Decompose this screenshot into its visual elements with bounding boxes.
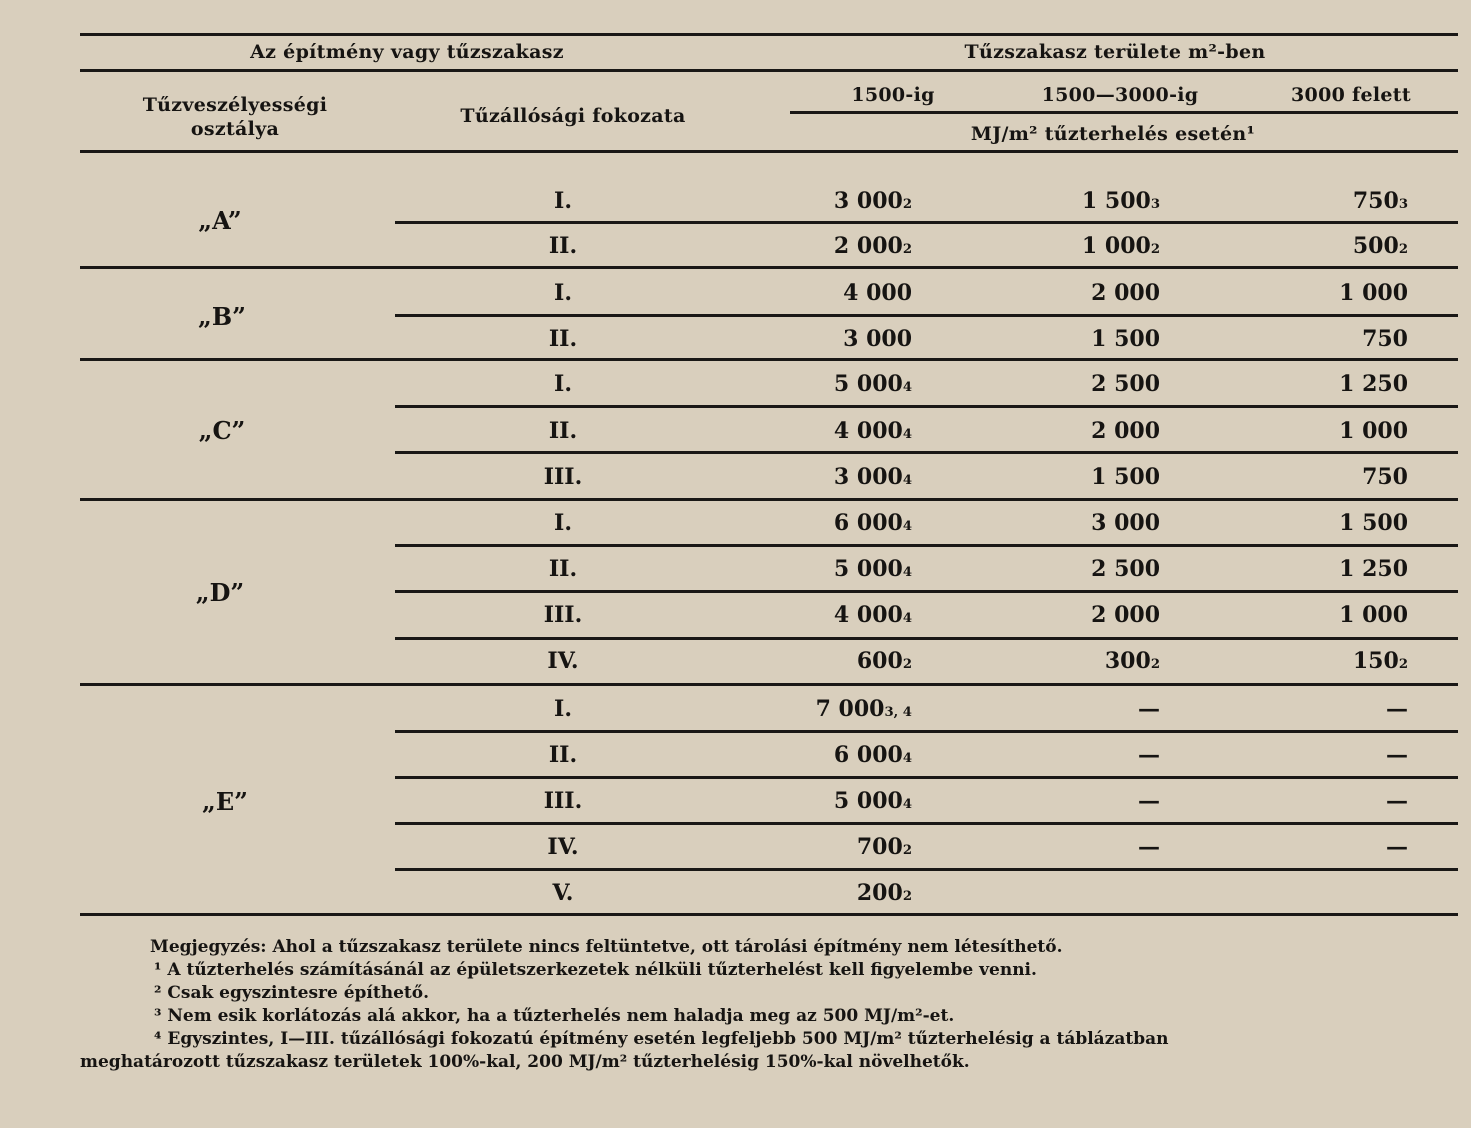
note-main: Megjegyzés: Ahol a tűzszakasz területe nincs feltüntetve, ott tárolási építmény nem létesíthető. [150, 937, 1063, 957]
value-cell-3000: $750^3$ [1352, 188, 1408, 214]
value-cell-1500-3000: — [1138, 742, 1160, 768]
row-rule [395, 776, 1458, 779]
value-cell-1500-3000: — [1138, 696, 1160, 722]
row-rule [80, 498, 1458, 501]
row-rule [395, 590, 1458, 593]
header-col-class-line1: Tűzveszélyességi [142, 94, 328, 116]
value-cell-3000: 1 000 [1339, 280, 1408, 306]
value-cell-3000: — [1386, 788, 1408, 814]
header-unit-row: MJ/m² tűzterhelés esetén¹ [970, 123, 1256, 145]
header-col-grade: Tűzállósági fokozata [460, 105, 686, 127]
value-cell-3000: 1 500 [1339, 510, 1408, 536]
value-cell-1500-3000: 2 500 [1091, 371, 1160, 397]
row-rule [395, 314, 1458, 317]
value-cell-1500: 5 $000^4$ [833, 371, 912, 397]
class-label-c: „C” [198, 416, 246, 445]
grade-cell: II. [548, 556, 578, 582]
value-cell-1500: 6 $000^4$ [833, 510, 912, 536]
value-cell-1500: $700^2$ [856, 834, 912, 860]
value-cell-3000: 1 000 [1339, 418, 1408, 444]
grade-cell: III. [543, 464, 583, 490]
value-cell-1500: 3 $000^4$ [833, 464, 912, 490]
grade-cell: IV. [547, 834, 579, 860]
footnote-2: ² Csak egyszintesre építhető. [154, 983, 430, 1003]
value-cell-1500: 7 000$^{3, 4}$ [815, 696, 912, 722]
row-rule [80, 913, 1458, 916]
value-cell-1500: 6 $000^4$ [833, 742, 912, 768]
header-col-3000: 3000 felett [1291, 84, 1411, 106]
value-cell-1500: 4 000 [843, 280, 912, 306]
value-cell-1500: $600^2$ [856, 648, 912, 674]
row-rule [395, 637, 1458, 640]
footnotes [80, 936, 1430, 1074]
grade-cell: II. [548, 742, 578, 768]
value-cell-1500-3000: 2 000 [1091, 280, 1160, 306]
header-group-right: Tűzszakasz területe m²-ben [964, 41, 1266, 63]
value-cell-1500: 3 $000^2$ [833, 188, 912, 214]
value-cell-3000: $500^2$ [1352, 233, 1408, 259]
header-col-1500: 1500-ig [851, 84, 935, 106]
header-col-1500-3000: 1500—3000-ig [1041, 84, 1199, 106]
value-cell-1500-3000: — [1138, 788, 1160, 814]
value-cell-1500-3000: 1 $000^2$ [1081, 233, 1160, 259]
class-label-a: „A” [198, 206, 242, 235]
value-cell-1500: $200^2$ [856, 880, 912, 906]
rule-top [80, 33, 1458, 36]
row-rule [395, 405, 1458, 408]
footnote-4b: meghatározott tűzszakasz területek 100%-kal, 200 MJ/m² tűzterhelésig 150%-kal növelhetők. [80, 1052, 970, 1072]
value-cell-1500-3000: 2 500 [1091, 556, 1160, 582]
row-rule [395, 221, 1458, 224]
value-cell-1500-3000: 3 000 [1091, 510, 1160, 536]
rule-header-group [80, 69, 1458, 72]
row-rule [395, 868, 1458, 871]
value-cell-1500-3000: 2 000 [1091, 418, 1160, 444]
value-cell-3000: — [1386, 742, 1408, 768]
row-rule [80, 683, 1458, 686]
value-cell-1500: 3 000 [843, 326, 912, 352]
grade-cell: III. [543, 602, 583, 628]
value-cell-3000: 750 [1362, 464, 1408, 490]
grade-cell: I. [554, 188, 572, 214]
value-cell-3000: — [1386, 696, 1408, 722]
row-rule [395, 822, 1458, 825]
value-cell-1500: 5 $000^4$ [833, 556, 912, 582]
rule-header-sub [790, 111, 1458, 114]
header-group-left: Az építmény vagy tűzszakasz [250, 41, 564, 63]
value-cell-3000: 750 [1362, 326, 1408, 352]
value-cell-1500: 4 $000^4$ [833, 602, 912, 628]
value-cell-3000: 1 250 [1339, 556, 1408, 582]
value-cell-1500-3000: 1 500 [1091, 326, 1160, 352]
row-rule [395, 730, 1458, 733]
class-label-d: „D” [195, 578, 245, 607]
grade-cell: II. [548, 326, 578, 352]
row-rule [80, 358, 1458, 361]
value-cell-3000: — [1386, 834, 1408, 860]
class-label-b: „B” [198, 302, 246, 331]
value-cell-3000: 1 250 [1339, 371, 1408, 397]
rule-header-bottom [80, 150, 1458, 153]
header-col-class-line2: osztálya [190, 118, 280, 140]
value-cell-3000: $150^2$ [1352, 648, 1408, 674]
grade-cell: I. [554, 280, 572, 306]
grade-cell: III. [543, 788, 583, 814]
value-cell-1500-3000: $300^2$ [1104, 648, 1160, 674]
grade-cell: II. [548, 233, 578, 259]
grade-cell: I. [554, 371, 572, 397]
row-rule [395, 544, 1458, 547]
value-cell-1500-3000: 1 $500^3$ [1081, 188, 1160, 214]
grade-cell: IV. [547, 648, 579, 674]
grade-cell: II. [548, 418, 578, 444]
value-cell-1500: 4 $000^4$ [833, 418, 912, 444]
value-cell-1500-3000: — [1138, 834, 1160, 860]
footnote-1: ¹ A tűzterhelés számításánál az épületszerkezetek nélküli tűzterhelést kell figyelembe venni. [154, 960, 1037, 980]
grade-cell: I. [554, 696, 572, 722]
grade-cell: I. [554, 510, 572, 536]
grade-cell: V. [552, 880, 574, 906]
value-cell-1500: 5 $000^4$ [833, 788, 912, 814]
footnote-3: ³ Nem esik korlátozás alá akkor, ha a tűzterhelés nem haladja meg az 500 MJ/m²-et. [154, 1006, 955, 1026]
value-cell-1500: 2 $000^2$ [833, 233, 912, 259]
row-rule [395, 451, 1458, 454]
footnote-4a: ⁴ Egyszintes, I—III. tűzállósági fokozatú építmény esetén legfeljebb 500 MJ/m² tűzterhelésig a táblázatban [154, 1029, 1169, 1049]
class-label-e: „E” [202, 787, 248, 816]
row-rule [80, 266, 1458, 269]
value-cell-3000: 1 000 [1339, 602, 1408, 628]
value-cell-1500-3000: 1 500 [1091, 464, 1160, 490]
value-cell-1500-3000: 2 000 [1091, 602, 1160, 628]
